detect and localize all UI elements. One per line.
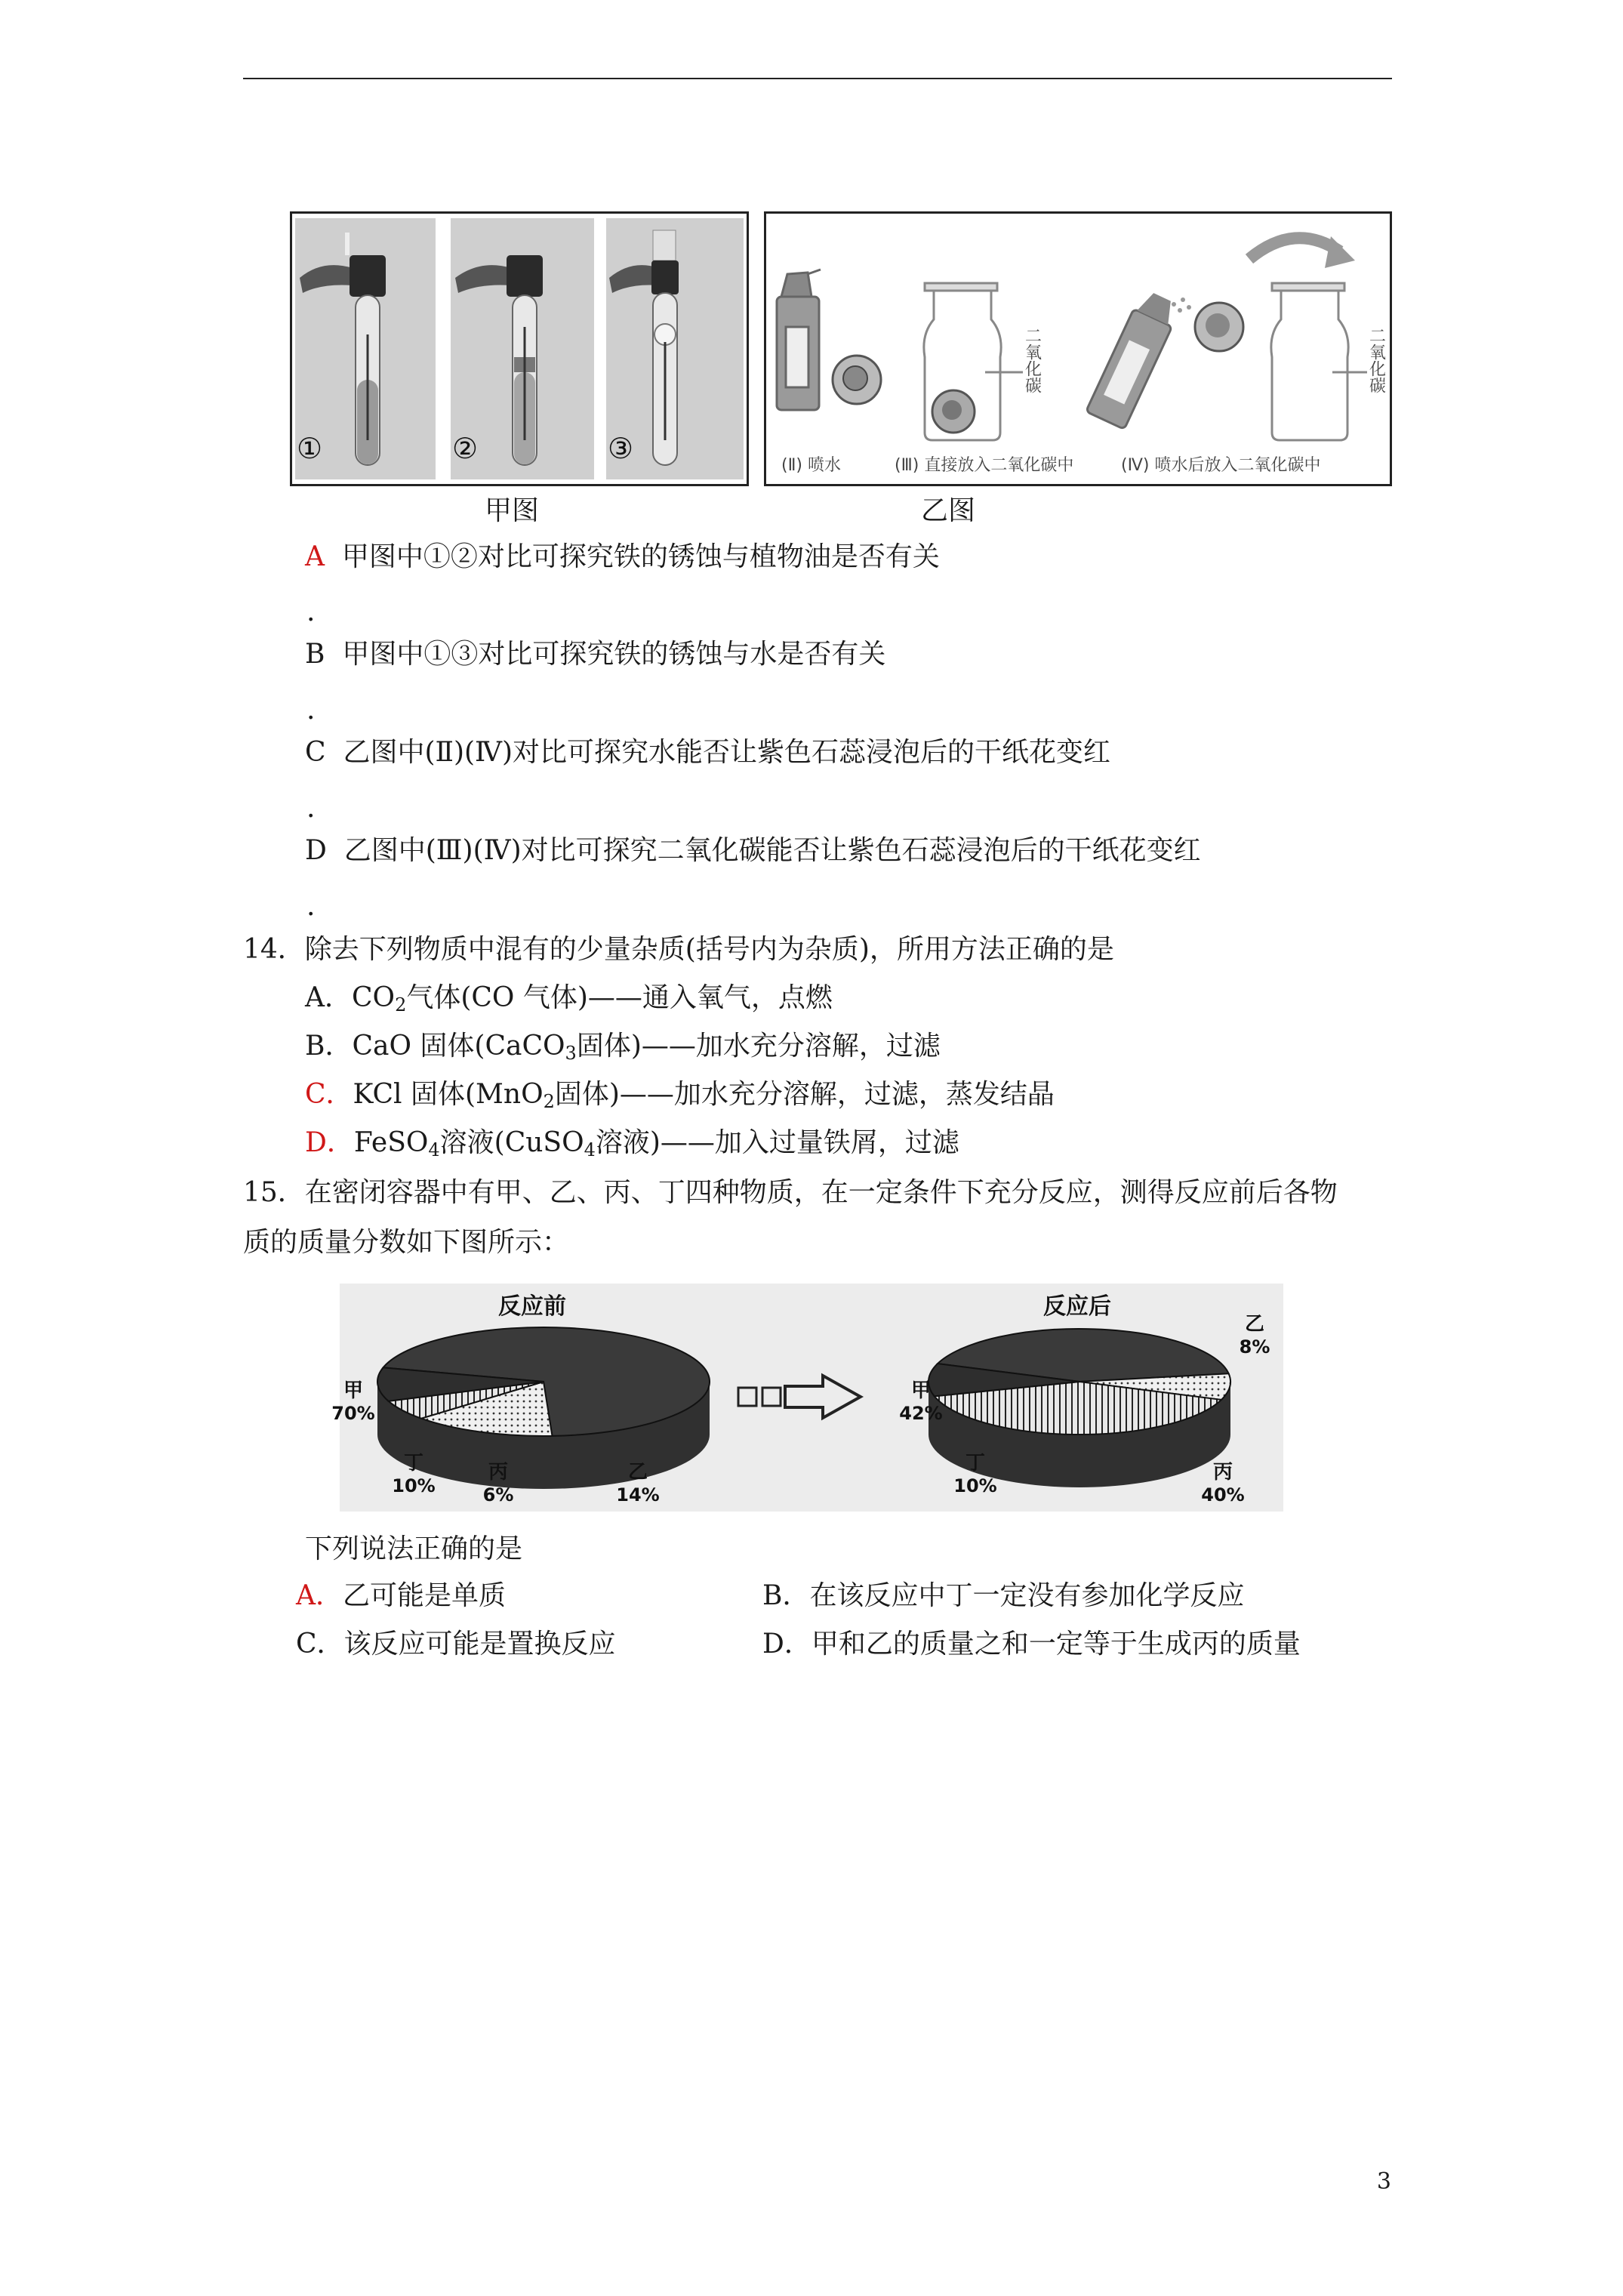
label-III: (Ⅲ) 直接放入二氧化碳中	[895, 456, 1074, 475]
label-II: (Ⅱ) 喷水	[781, 456, 841, 475]
formula-subscript: 4	[584, 1139, 596, 1160]
pie-value-label: 70%	[331, 1403, 375, 1424]
formula-subscript: 3	[565, 1043, 577, 1064]
paper-flower-in-jar-icon	[932, 390, 975, 433]
q14-stem: 14．除去下列物质中混有的少量杂质(括号内为杂质)，所用方法正确的是	[243, 934, 1114, 965]
spray-bottle-icon	[777, 270, 821, 410]
gas-jar-IV	[1271, 283, 1367, 440]
option-text: 固体)——加水充分溶解，过滤，蒸发结晶	[554, 1079, 1055, 1110]
pie-value-label: 42%	[899, 1403, 943, 1424]
spray-bottle-tilted-icon	[1086, 288, 1182, 430]
paper-flower-sprayed-icon	[1195, 303, 1243, 351]
q13-dot-c: .	[306, 793, 316, 824]
figure-jia	[290, 211, 749, 486]
pie-label-甲: 甲	[343, 1379, 364, 1402]
pie-value-label: 10%	[953, 1475, 997, 1496]
q14-option-b	[305, 1030, 941, 1063]
option-text: 甲和乙的质量之和一定等于生成丙的质量	[811, 1629, 1301, 1660]
tube-label-2: ②	[452, 432, 479, 465]
q13-option-b	[305, 638, 885, 671]
header-rule	[243, 78, 1392, 79]
q14-option-d	[305, 1126, 959, 1160]
q13-option-c	[305, 736, 1110, 769]
option-letter: A	[305, 541, 325, 572]
figure-jia-photos	[292, 214, 747, 484]
option-letter: B	[305, 639, 325, 670]
formula-part: CO	[352, 982, 396, 1013]
pie-label-乙: 乙	[1244, 1313, 1265, 1336]
option-letter: B．	[762, 1580, 810, 1611]
co2-label-IV: 二氧化碳	[1366, 327, 1386, 393]
spray-mist-icon	[1172, 297, 1191, 313]
option-text: 在该反应中丁一定没有参加化学反应	[809, 1580, 1245, 1611]
pie-label-丁: 丁	[965, 1452, 986, 1475]
pie-charts-svg	[331, 1284, 1283, 1512]
pie-after	[899, 1293, 1270, 1505]
pie-value-label: 10%	[392, 1475, 436, 1496]
q15-stem-line1: 15．在密闭容器中有甲、乙、丙、丁四种物质，在一定条件下充分反应，测得反应前后各物	[243, 1177, 1338, 1208]
formula-subscript: 2	[543, 1091, 555, 1112]
formula-subscript: 4	[428, 1139, 440, 1160]
q14-option-c	[305, 1078, 1055, 1111]
option-text: 乙可能是单质	[343, 1580, 507, 1611]
option-text: 乙图中(Ⅱ)(Ⅳ)对比可探究水能否让紫色石蕊浸泡后的干纸花变红	[343, 737, 1111, 768]
formula-part: KCl 固体(MnO	[353, 1079, 544, 1110]
pie-before	[331, 1293, 710, 1505]
pie-value-label: 40%	[1201, 1484, 1245, 1505]
pie-label-甲: 甲	[910, 1379, 932, 1402]
co2-label-III: 二氧化碳	[1022, 327, 1042, 393]
option-text: 该反应可能是置换反应	[343, 1629, 616, 1660]
figure-yi	[764, 211, 1392, 486]
q14-option-a	[305, 982, 833, 1015]
q15-option-c	[296, 1628, 616, 1661]
figure-yi-drawing	[766, 214, 1390, 484]
pie-label-乙: 乙	[627, 1461, 648, 1484]
pie-label-丁: 丁	[403, 1452, 424, 1475]
q13-option-d	[305, 834, 1201, 868]
option-letter: D	[305, 835, 327, 866]
option-text: 气体(CO 气体)——通入氧气，点燃	[406, 982, 833, 1013]
tube-label-1: ①	[297, 432, 323, 465]
q15-option-b	[762, 1579, 1244, 1613]
pie-value-label: 8%	[1239, 1336, 1270, 1358]
formula-part: 溶液(CuSO	[439, 1127, 584, 1158]
pie-label-丙: 丙	[488, 1461, 509, 1484]
caption-yi: 乙图	[921, 495, 976, 526]
page-number: 3	[1376, 2168, 1391, 2195]
q15-option-a	[296, 1579, 506, 1613]
q13-dot-a: .	[306, 596, 316, 627]
q15-sub-question: 下列说法正确的是	[305, 1533, 523, 1564]
option-text: 甲图中①③对比可探究铁的锈蚀与水是否有关	[342, 639, 886, 670]
option-text: 甲图中①②对比可探究铁的锈蚀与植物油是否有关	[341, 541, 940, 572]
curved-arrow-icon	[1249, 236, 1355, 268]
pie-title: 反应后	[1043, 1293, 1111, 1320]
q15-stem-line2: 质的质量分数如下图所示：	[243, 1227, 570, 1258]
q15-option-d	[762, 1628, 1301, 1661]
pie-value-label: 6%	[482, 1484, 514, 1505]
option-letter: C．	[305, 1079, 353, 1110]
pie-label-丙: 丙	[1212, 1461, 1233, 1484]
formula-part: CaO 固体(CaCO	[352, 1031, 565, 1062]
pie-charts-figure	[331, 1284, 1283, 1512]
q13-dot-d: .	[306, 891, 316, 922]
paper-flower-icon	[833, 356, 881, 404]
pie-title: 反应前	[498, 1293, 566, 1320]
formula-part: FeSO	[353, 1127, 429, 1158]
formula-subscript: 2	[395, 994, 407, 1015]
q13-option-a	[305, 541, 940, 574]
option-letter: B．	[305, 1031, 353, 1062]
option-text: 乙图中(Ⅲ)(Ⅳ)对比可探究二氧化碳能否让紫色石蕊浸泡后的干纸花变红	[343, 835, 1201, 866]
tube-label-3: ③	[608, 432, 634, 465]
option-text: 溶液)——加入过量铁屑，过滤	[595, 1127, 959, 1158]
option-letter: C．	[296, 1629, 344, 1660]
q13-dot-b: .	[306, 695, 316, 726]
option-letter: A．	[296, 1580, 343, 1611]
option-letter: A．	[305, 982, 352, 1013]
reaction-arrow-icon	[738, 1376, 861, 1418]
label-IV: (Ⅳ) 喷水后放入二氧化碳中	[1121, 456, 1321, 475]
option-letter: D．	[305, 1127, 354, 1158]
option-text: 固体)——加水充分溶解，过滤	[576, 1031, 941, 1062]
option-letter: D．	[762, 1629, 812, 1660]
option-letter: C	[305, 737, 326, 768]
caption-jia: 甲图	[485, 495, 540, 526]
pie-value-label: 14%	[616, 1484, 660, 1505]
